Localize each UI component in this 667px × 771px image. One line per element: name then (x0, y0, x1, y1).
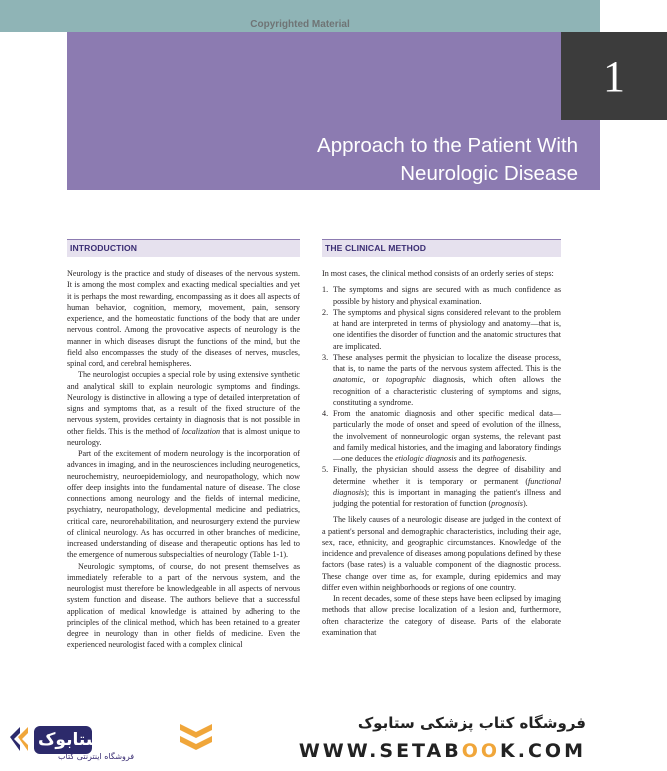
list-item: 1. The symptoms and signs are secured with as much confidence as possible by history and physical examination. (322, 285, 561, 306)
chapter-title-line1: Approach to the Patient With (317, 134, 578, 157)
shop-name: فروشگاه کتاب پزشکی ستابوک (357, 714, 586, 732)
section-heading-introduction: INTRODUCTION (67, 239, 300, 257)
chapter-title-block (67, 32, 625, 190)
list-item: 5. Finally, the physician should assess the degree of disability and determine whether it is temporary or permanent (functional diagnosis); this is important in managing the patient's illness and judging the potential for restoration of function (prognosis). (322, 465, 561, 508)
introduction-text (67, 268, 300, 651)
paragraph: Neurologic symptoms, of course, do not present themselves as immediately referable to a part of the nervous system, and the neurologist must therefore be knowledgeable in all aspects of nervous system function and disease. The authors believe that a successful application of medical knowledge is attained by adhering to the principles of the clinical method, which has been retained to a greater degree in neurology than in other fields of medicine. Even the experienced neurologist faced with a complex clinical (67, 561, 300, 650)
page-fade (0, 668, 600, 704)
copyright-notice: Copyrighted Material (250, 19, 350, 30)
clinical-steps-list (322, 284, 561, 509)
list-item: 2. The symptoms and physical signs considered relevant to the problem at hand are interpreted in terms of physiology and anatomy—that is, one identifies the disorder of function and the anatomic structures that are implicated. (322, 307, 561, 351)
book-icon (176, 716, 216, 758)
chapter-title-line2: Neurologic Disease (400, 162, 578, 185)
section-heading-clinical-method: THE CLINICAL METHOD (322, 239, 561, 257)
paragraph: The likely causes of a neurologic disease are judged in the context of a patient's personal and demographic characteristics, including their age, sex, race, ethnicity, and geographic circumstances. Knowledge of the incidence and prevalence of diseases among populations defined by these factors (base rates) is a valuable component of the diagnostic process. These change over time as, for example, during epidemics and may differ even within neighborhoods or regions of one country. (322, 515, 561, 592)
list-item: 3. These analyses permit the physician to localize the disease process, that is, to name the parts of the nervous system affected. This is the anatomic, or topographic diagnosis, which often allows the recognition of a characteristic clustering of symptoms and signs, constituting a syndrome. (322, 352, 561, 407)
paragraph: Neurology is the practice and study of diseases of the nervous system. It is among the most complex and exacting medical specialties and yet it is perhaps the most rewarding, encompassing as it does all aspects of human behavior, cognition, memory, movement, pain, sensory experience, and the homeostatic functions of the body that are under nervous control. Among the provocative aspects of neurology is the manner in which diseases disrupt the functions of the mind, but the field also encompasses the study of the diseases of nerves, muscles, spinal cord, and cerebral hemispheres. (67, 269, 300, 368)
logo-subtitle: فروشگاه اینترنتی کتاب (58, 752, 135, 761)
logo-text: ستابوک (38, 730, 103, 750)
clinical-method-text (322, 268, 561, 638)
paragraph: Part of the excitement of modern neurology is the incorporation of advances in imaging, and in the neurosciences including neurogenetics, neurochemistry, neuroepidemiology, and neuropathology, which now offer deep insights into the fundamental nature of disease. The close connections among neurology and the fields of internal medicine, psychiatry, neuropathology, developmental medicine and pediatrics, critical care, neurorehabilitation, and neurosurgery extend the purview of clinical neurology. As has occurred in other branches of medicine, increased understanding of disease and therapeutic options has led to the emergence of numerous subspecialties of neurology (Table 1-1). (67, 449, 300, 560)
watermark-banner (0, 704, 600, 771)
shop-url[interactable]: WWW.SETABOOK.COM (298, 740, 586, 762)
paragraph: In recent decades, some of these steps have been eclipsed by imaging methods that allow precise localization of a lesion and, furthermore, often characterize the category of disease. Parts of the elaborate examination that (322, 594, 561, 637)
chapter-number: 1 (561, 32, 667, 120)
paragraph: The neurologist occupies a special role by using extensive synthetic and analytical skill to explain neurologic symptoms and findings. Neurology is distinctive in allowing a type of detailed interpretation of signs and symptoms that, as a result of the fixed structure of the nervous system, provides certainty in diagnosis that is not possible in other fields. This is the method of localization that is almost unique to neurology. (67, 370, 300, 447)
chapter-title (317, 132, 578, 188)
paragraph: In most cases, the clinical method consists of an orderly series of steps: (322, 269, 554, 278)
list-item: 4. From the anatomic diagnosis and other specific medical data—particularly the mode of onset and speed of evolution of the illness, the involvement of nonneurologic organ systems, the relevant past and family medical histories, and the imaging and laboratory findings—one deduces the etiologic diagnosis and its pathogenesis. (322, 409, 561, 463)
